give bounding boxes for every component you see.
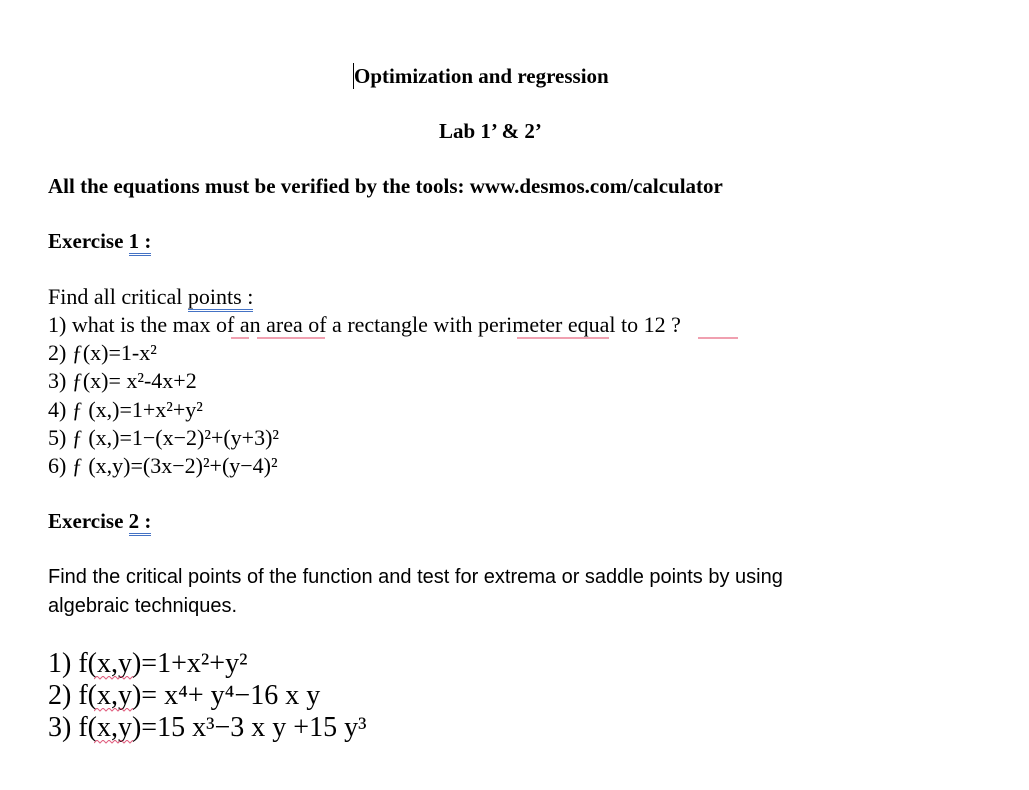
exercise1-item-3: 3) ƒ(x)= x²-4x+2 xyxy=(48,368,197,393)
exercise2-item-1: 1) f(x,y)=1+x²+y² xyxy=(48,648,248,679)
exercise1-item-2: 2) ƒ(x)=1-x² xyxy=(48,340,157,365)
exercise1-item-1-text: 1) what is the max of an area of a rectangle with perimeter equal to 12 ? xyxy=(48,312,681,337)
exercise2-item-2: 2) f(x,y)= x⁴+ y⁴−16 x y xyxy=(48,680,321,711)
exercise2-label: Exercise xyxy=(48,509,129,533)
exercise1-item-4: 4) ƒ (x,)=1+x²+y² xyxy=(48,397,203,422)
exercise2-number: 2 : xyxy=(129,509,152,536)
exercise1-label: Exercise xyxy=(48,229,129,253)
document-title: Optimization and regression xyxy=(354,64,609,88)
exercise2-instructions-line2: algebraic techniques. xyxy=(48,595,238,617)
proofing-underline xyxy=(257,337,325,339)
document-subtitle: Lab 1’ & 2’ xyxy=(439,119,542,143)
exercise1-intro xyxy=(48,284,253,310)
verify-note: All the equations must be verified by the tools: www.desmos.com/calculator xyxy=(48,174,723,198)
exercise2-instructions-line1: Find the critical points of the function and test for extrema or saddle points by using xyxy=(48,566,783,588)
proofing-underline xyxy=(698,337,738,339)
exercise2-item-3: 3) f(x,y)=15 x³−3 x y +15 y³ xyxy=(48,712,367,743)
exercise1-intro-text: Find all critical xyxy=(48,284,188,309)
proofing-squiggle xyxy=(94,740,134,746)
exercise2-heading xyxy=(48,509,151,534)
exercise1-intro-points: points : xyxy=(188,284,253,312)
proofing-underline xyxy=(231,337,249,339)
proofing-squiggle xyxy=(94,708,134,714)
proofing-underline xyxy=(517,337,609,339)
exercise1-item-1 xyxy=(48,312,681,338)
exercise1-item-6: 6) ƒ (x,y)=(3x−2)²+(y−4)² xyxy=(48,453,278,478)
proofing-squiggle xyxy=(94,676,134,682)
exercise1-heading xyxy=(48,229,151,254)
exercise1-item-5: 5) ƒ (x,)=1−(x−2)²+(y+3)² xyxy=(48,425,280,450)
exercise1-number: 1 : xyxy=(129,229,152,256)
